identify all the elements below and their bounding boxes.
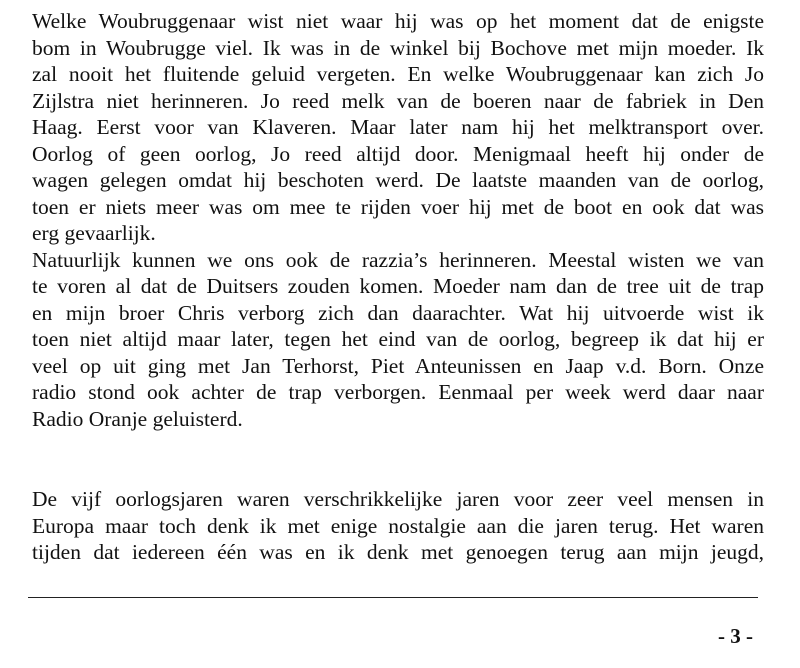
text-line: Oorlog of geen oorlog, Jo reed altijd door. Menigmaal heeft hij onder de <box>32 141 764 166</box>
text-line: veel op uit ging met Jan Terhorst, Piet Anteunissen en Jaap v.d. Born. Onze <box>32 353 764 378</box>
paragraph-1 <box>32 8 764 247</box>
text-block-upper <box>32 8 764 432</box>
text-line: Welke Woubruggenaar wist niet waar hij was op het moment dat de enigste <box>32 9 764 33</box>
text-line: wagen gelegen omdat hij beschoten werd. De laatste maanden van de oorlog, <box>32 168 764 192</box>
text-line: toen er niets meer was om mee te rijden voer hij met de boot en ook dat was <box>32 194 764 219</box>
text-line: Natuurlijk kunnen we ons ook de razzia’s herinneren. Meestal wisten we van <box>32 247 764 272</box>
text-line: Zijlstra niet herinneren. Jo reed melk van de boeren naar de fabriek in Den <box>32 88 764 113</box>
text-line: en mijn broer Chris verborg zich dan daarachter. Wat hij uitvoerde wist ik <box>32 300 764 325</box>
footer-divider <box>28 597 758 598</box>
text-line: Haag. Eerst voor van Klaveren. Maar later nam hij het melktransport over. <box>32 115 764 139</box>
paragraph-3 <box>32 486 764 566</box>
text-line: Europa maar toch denk ik met enige nostalgie aan die jaren terug. Het waren <box>32 513 764 538</box>
paragraph-2 <box>32 247 764 433</box>
text-line: zal nooit het fluitende geluid vergeten. En welke Woubruggenaar kan zich Jo <box>32 62 764 86</box>
text-line: tijden dat iedereen één was en ik denk met genoegen terug aan mijn jeugd, <box>32 540 764 564</box>
text-block-lower <box>32 486 764 566</box>
text-line: Radio Oranje geluisterd. <box>32 406 243 431</box>
text-line: toen niet altijd maar later, tegen het eind van de oorlog, begreep ik dat hij er <box>32 327 764 351</box>
text-line: erg gevaarlijk. <box>32 221 156 245</box>
page-number: - 3 - <box>718 624 753 648</box>
text-line: bom in Woubrugge viel. Ik was in de winkel bij Bochove met mijn moeder. Ik <box>32 35 764 60</box>
text-line: te voren al dat de Duitsers zouden komen. Moeder nam dan de tree uit de trap <box>32 274 764 298</box>
text-line: radio stond ook achter de trap verborgen. Eenmaal per week werd daar naar <box>32 380 764 404</box>
text-line: De vijf oorlogsjaren waren verschrikkelijke jaren voor zeer veel mensen in <box>32 487 764 511</box>
